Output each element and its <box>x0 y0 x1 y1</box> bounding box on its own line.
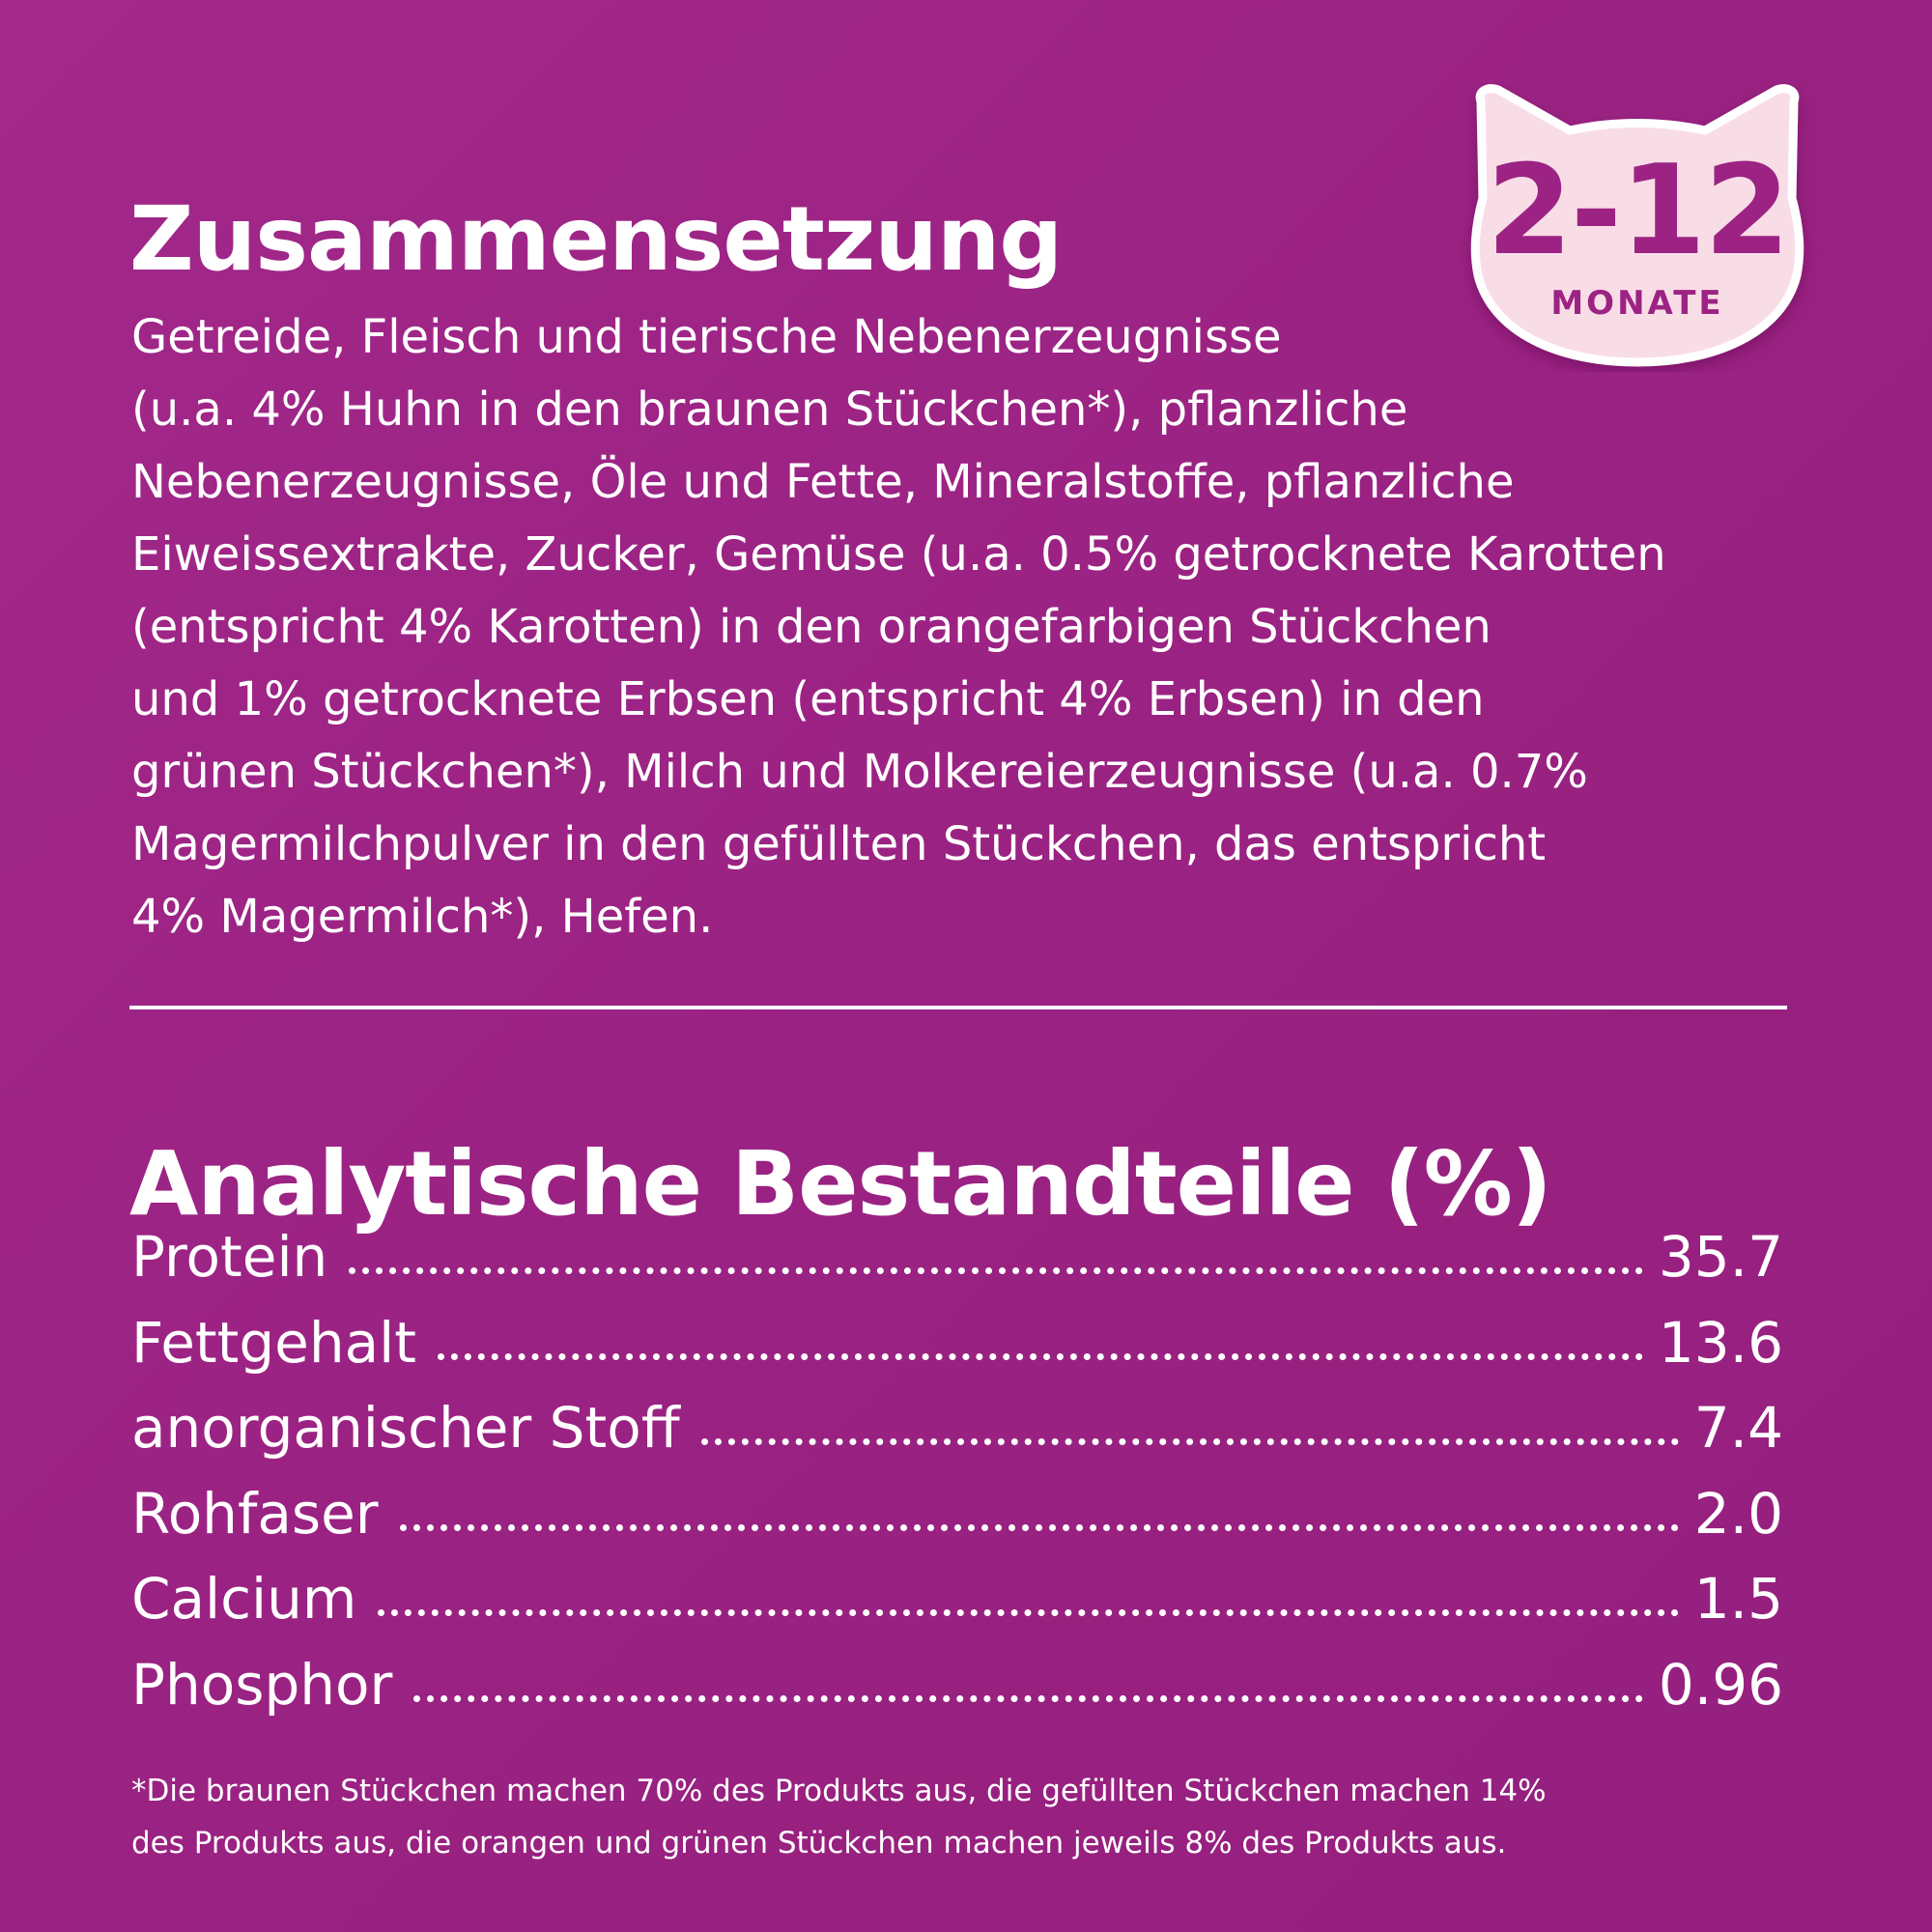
footnote <box>131 1765 1774 1869</box>
composition-line: (u.a. 4% Huhn in den braunen Stückchen*), pflanzliche <box>131 383 1408 437</box>
composition-line: (entspricht 4% Karotten) in den orangefarbigen Stückchen <box>131 600 1492 654</box>
analysis-value: 13.6 <box>1658 1309 1783 1376</box>
analysis-row-anorganischer-stoff <box>131 1384 1783 1470</box>
analysis-label: Phosphor <box>131 1651 393 1718</box>
composition-text <box>131 301 1774 953</box>
analysis-label: Rohfaser <box>131 1480 379 1547</box>
dot-leader <box>400 1468 1679 1531</box>
analysis-row-fettgehalt <box>131 1299 1783 1385</box>
analysis-value: 7.4 <box>1693 1395 1783 1462</box>
dot-leader <box>413 1639 1643 1702</box>
analysis-value: 35.7 <box>1658 1224 1783 1290</box>
dot-leader <box>349 1211 1643 1274</box>
age-unit: MONATE <box>1550 284 1724 323</box>
footnote-line: des Produkts aus, die orangen und grünen Stückchen machen jeweils 8% des Produkts aus. <box>131 1826 1507 1861</box>
section-divider <box>129 1006 1787 1009</box>
analysis-table <box>131 1213 1783 1727</box>
dot-leader <box>701 1382 1679 1445</box>
composition-line: Nebenerzeugnisse, Öle und Fette, Mineralstoffe, pflanzliche <box>131 455 1515 509</box>
dot-leader <box>378 1553 1678 1616</box>
analysis-value: 0.96 <box>1658 1651 1783 1718</box>
analysis-label: Protein <box>131 1224 328 1290</box>
dot-leader <box>438 1297 1643 1360</box>
age-range: 2-12 <box>1486 139 1789 283</box>
composition-line: und 1% getrocknete Erbsen (entspricht 4% Erbsen) in den <box>131 672 1485 726</box>
composition-line: grünen Stückchen*), Milch und Molkereierzeugnisse (u.a. 0.7% <box>131 745 1588 799</box>
composition-line: Magermilchpulver in den gefüllten Stückchen, das entspricht <box>131 817 1547 871</box>
composition-line: 4% Magermilch*), Hefen. <box>131 890 714 944</box>
analysis-value: 1.5 <box>1693 1566 1783 1633</box>
analysis-value: 2.0 <box>1693 1480 1783 1547</box>
analysis-label: Calcium <box>131 1566 357 1633</box>
composition-title: Zusammensetzung <box>129 186 1063 291</box>
analysis-row-calcium <box>131 1555 1783 1641</box>
analysis-label: Fettgehalt <box>131 1309 417 1376</box>
composition-line: Eiweissextrakte, Zucker, Gemüse (u.a. 0.5% getrocknete Karotten <box>131 527 1666 582</box>
composition-line: Getreide, Fleisch und tierische Nebenerzeugnisse <box>131 310 1282 364</box>
analysis-row-phosphor <box>131 1641 1783 1727</box>
analysis-row-protein <box>131 1213 1783 1299</box>
analysis-label: anorganischer Stoff <box>131 1395 680 1462</box>
analysis-title: Analytische Bestandteile (%) <box>129 1132 1551 1236</box>
footnote-line: *Die braunen Stückchen machen 70% des Produkts aus, die gefüllten Stückchen machen 14% <box>131 1774 1547 1808</box>
analysis-row-rohfaser <box>131 1470 1783 1556</box>
